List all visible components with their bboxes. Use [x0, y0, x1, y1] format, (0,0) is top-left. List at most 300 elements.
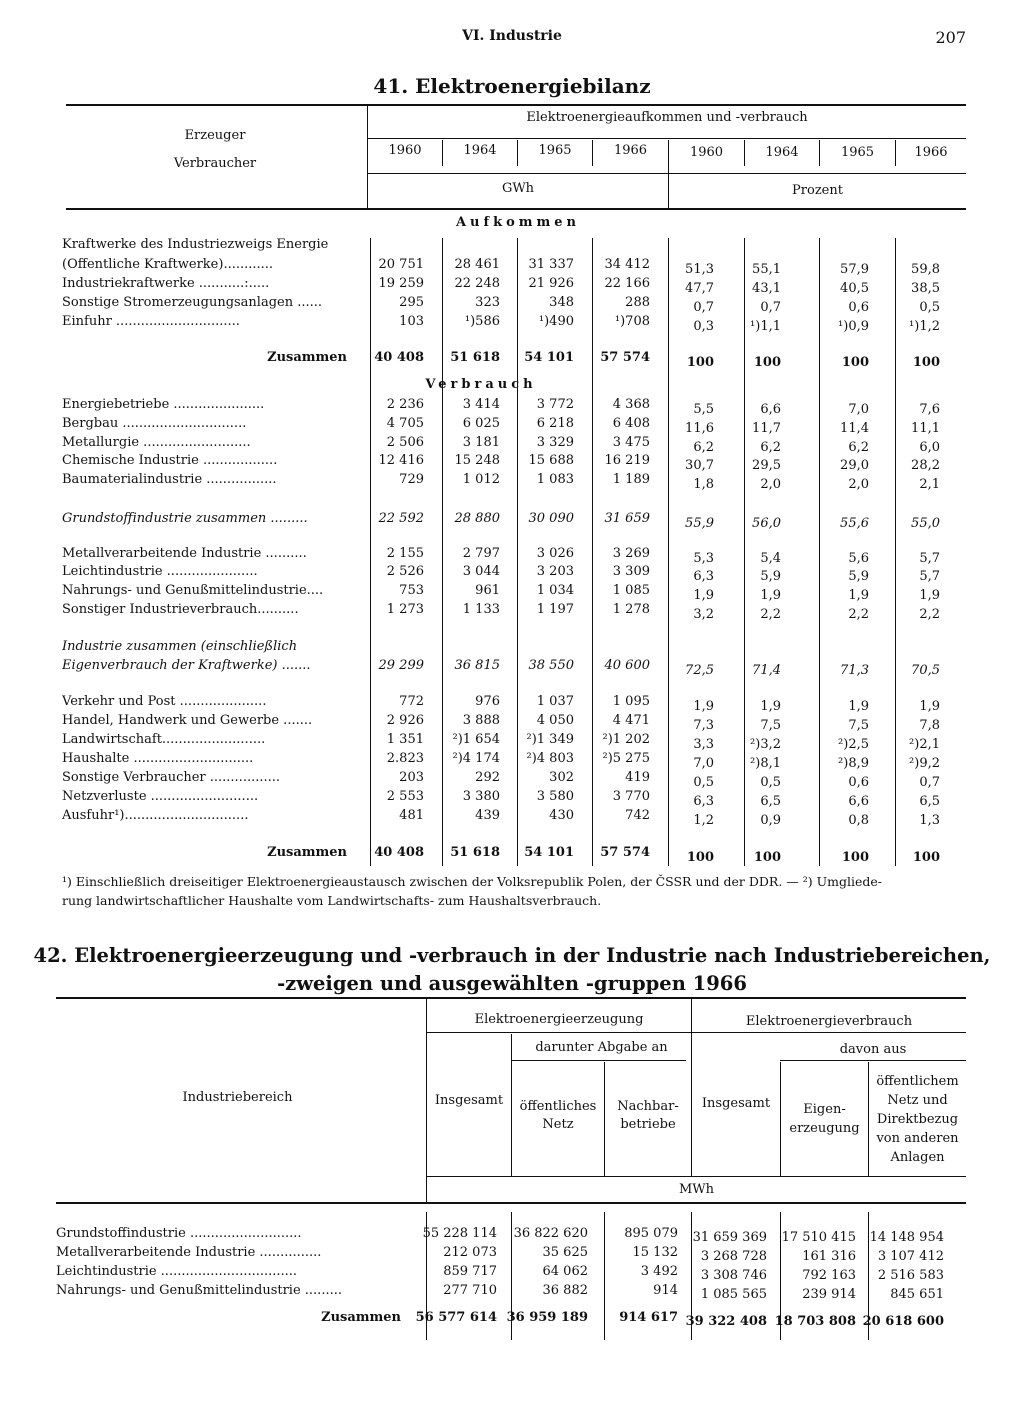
- row-label: Baumaterialindustrie .................: [62, 472, 277, 487]
- cell: 2,0: [848, 477, 869, 492]
- cell: 961: [475, 583, 500, 598]
- section-verbrauch: Verbrauch: [425, 377, 537, 392]
- t42-col-nachbar-2: betriebe: [620, 1117, 676, 1132]
- row-label: Grundstoffindustrie zusammen .........: [62, 511, 308, 526]
- cell: 43,1: [752, 281, 781, 296]
- cell: 2 797: [462, 546, 500, 561]
- cell: 2 506: [386, 435, 424, 450]
- cell: 2 926: [386, 713, 424, 728]
- cell: 6,2: [760, 440, 781, 455]
- cell: 100: [753, 850, 781, 865]
- cell: 55,0: [911, 516, 940, 531]
- row-label: Metallverarbeitende Industrie ...............: [56, 1245, 322, 1260]
- cell: 2 516 583: [877, 1268, 944, 1283]
- t42-sub-abgabe: darunter Abgabe an: [535, 1040, 668, 1055]
- cell: 47,7: [685, 281, 714, 296]
- cell: 3,2: [693, 607, 714, 622]
- cell: 4 050: [536, 713, 574, 728]
- cell: 3 309: [612, 564, 650, 579]
- year-1966: 1966: [613, 143, 648, 158]
- cell: 5,9: [848, 569, 869, 584]
- table-row: [0, 789, 1024, 807]
- cell: 302: [549, 770, 574, 785]
- cell: 481: [399, 808, 424, 823]
- cell: 71,4: [752, 663, 781, 678]
- cell: 40,5: [840, 281, 869, 296]
- cell: 3 888: [462, 713, 500, 728]
- cell: ¹)586: [464, 314, 500, 329]
- cell: 5,6: [848, 551, 869, 566]
- year-1964-pct: 1964: [765, 145, 799, 160]
- cell: 29 299: [378, 658, 424, 673]
- table-row: [0, 658, 1024, 676]
- cell: 203: [399, 770, 424, 785]
- row-label: Energiebetriebe ......................: [62, 397, 265, 412]
- cell: 1 085 565: [700, 1287, 767, 1302]
- row-label: Zusammen: [321, 1310, 401, 1325]
- cell: 22 248: [454, 276, 500, 291]
- cell: 5,4: [760, 551, 781, 566]
- cell: 6,5: [760, 794, 781, 809]
- cell: 11,4: [840, 421, 869, 436]
- cell: 56,0: [752, 516, 781, 531]
- cell: 1 012: [462, 472, 500, 487]
- cell: 3 268 728: [700, 1249, 767, 1264]
- year-1965: 1965: [538, 143, 572, 158]
- table-42-top-rule: [56, 997, 966, 999]
- table-row: [0, 1283, 1024, 1301]
- cell: 3 580: [536, 789, 574, 804]
- cell: 7,5: [848, 718, 869, 733]
- cell: 15 248: [454, 453, 500, 468]
- cell: 56 577 614: [415, 1310, 497, 1325]
- cell: 38,5: [911, 281, 940, 296]
- year-1960: 1960: [388, 143, 422, 158]
- table-row: [0, 1245, 1024, 1263]
- table-row: [0, 416, 1024, 434]
- row-label: Ausfuhr¹)..............................: [62, 808, 249, 823]
- t42-col-insgesamt-verbr: Insgesamt: [701, 1096, 771, 1111]
- cell: ²)4 174: [452, 751, 500, 766]
- cell: 845 651: [890, 1287, 944, 1302]
- table-row: [0, 1226, 1024, 1244]
- cell: ²)8,9: [838, 756, 869, 771]
- cell: ²)4 803: [526, 751, 574, 766]
- cell: 100: [841, 850, 869, 865]
- cell: 742: [625, 808, 650, 823]
- cell: ¹)1,1: [750, 319, 781, 334]
- cell: 0,3: [693, 319, 714, 334]
- cell: 295: [399, 295, 424, 310]
- cell: 3,3: [693, 737, 714, 752]
- table-41-header-rule: [66, 208, 966, 210]
- t42-unit: MWh: [678, 1182, 715, 1197]
- cell: 430: [549, 808, 574, 823]
- table-row: [0, 1264, 1024, 1282]
- cell: 3 269: [612, 546, 650, 561]
- cell: 35 625: [542, 1245, 588, 1260]
- cell: 729: [399, 472, 424, 487]
- table-41-group-rule: [368, 138, 966, 139]
- row-label: Einfuhr ..............................: [62, 314, 240, 329]
- cell: 239 914: [802, 1287, 856, 1302]
- cell: 3 044: [462, 564, 500, 579]
- cell: 55,1: [752, 262, 781, 277]
- cell: 323: [475, 295, 500, 310]
- cell: 1 197: [536, 602, 574, 617]
- cell: 28 880: [454, 511, 500, 526]
- cell: 5,9: [760, 569, 781, 584]
- cell: 1,9: [848, 588, 869, 603]
- cell: 1 095: [612, 694, 650, 709]
- cell: 100: [753, 355, 781, 370]
- cell: 20 618 600: [862, 1314, 944, 1329]
- cell: 4 471: [612, 713, 650, 728]
- cell: 15 132: [632, 1245, 678, 1260]
- cell: 1,9: [848, 699, 869, 714]
- cell: 1 278: [612, 602, 650, 617]
- cell: 100: [686, 355, 714, 370]
- row-label: Eigenverbrauch der Kraftwerke) .......: [62, 658, 311, 673]
- cell: 0,8: [848, 813, 869, 828]
- t42-group-erzeugung: Elektroenergieerzeugung: [474, 1012, 644, 1027]
- cell: 792 163: [802, 1268, 856, 1283]
- cell: 753: [399, 583, 424, 598]
- cell: 2 236: [386, 397, 424, 412]
- table-row: [0, 583, 1024, 601]
- cell: 1 085: [612, 583, 650, 598]
- cell: 4 705: [386, 416, 424, 431]
- cell: 3 492: [640, 1264, 678, 1279]
- page-header: [0, 28, 1024, 50]
- cell: 40 408: [374, 350, 424, 365]
- table-row: [0, 472, 1024, 490]
- cell: 3 329: [536, 435, 574, 450]
- stub-head-erzeuger: Erzeuger: [184, 128, 246, 143]
- cell: 100: [912, 355, 940, 370]
- page-number: 207: [935, 28, 966, 47]
- table-row: [0, 314, 1024, 332]
- cell: 36 882: [542, 1283, 588, 1298]
- cell: 5,3: [693, 551, 714, 566]
- cell: 6,6: [848, 794, 869, 809]
- year-1966-pct: 1966: [914, 145, 948, 160]
- cell: 5,5: [693, 402, 714, 417]
- cell: 3 308 746: [700, 1268, 767, 1283]
- row-label: Haushalte .............................: [62, 751, 254, 766]
- cell: 0,5: [760, 775, 781, 790]
- table-42-sub-rule-right: [780, 1060, 966, 1061]
- table-42-title-line-1: 42. Elektroenergieerzeugung und -verbrauch in der Industrie nach Industriebereichen,: [33, 944, 991, 967]
- cell: 6,3: [693, 794, 714, 809]
- cell: ²)1 202: [602, 732, 650, 747]
- table-row: [0, 564, 1024, 582]
- cell: 3 772: [536, 397, 574, 412]
- table-row: [0, 808, 1024, 826]
- cell: 3 770: [612, 789, 650, 804]
- cell: 6,3: [693, 569, 714, 584]
- cell: ²)2,5: [838, 737, 869, 752]
- cell: 11,7: [752, 421, 781, 436]
- table-row: [0, 276, 1024, 294]
- cell: 7,8: [919, 718, 940, 733]
- cell: 859 717: [443, 1264, 497, 1279]
- cell: ²)3,2: [750, 737, 781, 752]
- row-label: Netzverluste ..........................: [62, 789, 259, 804]
- row-label: Grundstoffindustrie ...........................: [56, 1226, 302, 1241]
- cell: 2 553: [386, 789, 424, 804]
- row-label: Industrie zusammen (einschließlich: [62, 639, 298, 654]
- cell: 914: [653, 1283, 678, 1298]
- cell: 22 592: [378, 511, 424, 526]
- cell: 3 026: [536, 546, 574, 561]
- cell: 5,7: [919, 551, 940, 566]
- row-label: Verkehr und Post .....................: [62, 694, 267, 709]
- cell: 1 037: [536, 694, 574, 709]
- cell: 1,9: [919, 588, 940, 603]
- cell: 0,7: [760, 300, 781, 315]
- cell: 40 408: [374, 845, 424, 860]
- cell: 6,2: [848, 440, 869, 455]
- t42-group-verbrauch: Elektroenergieverbrauch: [745, 1014, 913, 1029]
- cell: 31 659 369: [692, 1230, 767, 1245]
- cell: ²)1 349: [526, 732, 574, 747]
- cell: 348: [549, 295, 574, 310]
- table-42-title: [0, 942, 1024, 998]
- t42-col-insgesamt-erz: Insgesamt: [434, 1093, 504, 1108]
- row-label: Landwirtschaft.........................: [62, 732, 266, 747]
- t42-col-direkt-3: Direktbezug: [876, 1112, 959, 1127]
- cell: 55,9: [685, 516, 714, 531]
- cell: 15 688: [528, 453, 574, 468]
- cell: 100: [841, 355, 869, 370]
- cell: 1 189: [612, 472, 650, 487]
- unit-percent: Prozent: [792, 183, 843, 198]
- cell: 1,3: [919, 813, 940, 828]
- table-41-title: 41. Elektroenergiebilanz: [373, 74, 651, 98]
- cell: ²)2,1: [909, 737, 940, 752]
- cell: 6,6: [760, 402, 781, 417]
- cell: 59,8: [911, 262, 940, 277]
- cell: 72,5: [685, 663, 714, 678]
- cell: 55,6: [840, 516, 869, 531]
- cell: 14 148 954: [869, 1230, 944, 1245]
- cell: ¹)1,2: [909, 319, 940, 334]
- t42-sub-davon: davon aus: [839, 1042, 907, 1057]
- table-row: [0, 257, 1024, 275]
- row-label: Leichtindustrie ......................: [62, 564, 258, 579]
- t42-col-direkt-2: Netz und: [887, 1093, 948, 1108]
- cell: 419: [625, 770, 650, 785]
- cell: 11,6: [685, 421, 714, 436]
- section-aufkommen: Aufkommen: [455, 215, 581, 230]
- cell: 70,5: [911, 663, 940, 678]
- cell: 1,8: [693, 477, 714, 492]
- t42-col-nachbar-1: Nachbar-: [617, 1099, 679, 1114]
- cell: 0,6: [848, 775, 869, 790]
- row-label: Industriekraftwerke ...........:.....: [62, 276, 270, 291]
- t42-stub-head: Industriebereich: [182, 1090, 293, 1105]
- cell: 1 351: [386, 732, 424, 747]
- table-row: [0, 845, 1024, 863]
- cell: 2,1: [919, 477, 940, 492]
- cell: 20 751: [378, 257, 424, 272]
- cell: 57,9: [840, 262, 869, 277]
- cell: 5,7: [919, 569, 940, 584]
- t42-col-direkt-4: von anderen: [876, 1131, 959, 1146]
- cell: 3 380: [462, 789, 500, 804]
- cell: 6 025: [462, 416, 500, 431]
- cell: 54 101: [524, 845, 574, 860]
- row-label: Sonstige Verbraucher .................: [62, 770, 281, 785]
- cell: 4 368: [612, 397, 650, 412]
- row-label: Zusammen: [267, 845, 347, 860]
- footnote-1: ¹) Einschließlich dreiseitiger Elektroenergieaustausch zwischen der Volksrepublik Polen, der ČSSR und der DDR. — ²) Umgliede-: [62, 874, 883, 889]
- cell: 1,9: [760, 699, 781, 714]
- year-1965-pct: 1965: [840, 145, 875, 160]
- cell: ²)1 654: [452, 732, 500, 747]
- t42-col-oeff-netz-1: öffentliches: [519, 1099, 597, 1114]
- table-row: [0, 1310, 1024, 1328]
- cell: 51 618: [450, 845, 500, 860]
- cell: ¹)708: [614, 314, 650, 329]
- cell: 19 259: [378, 276, 424, 291]
- cell: 57 574: [600, 350, 650, 365]
- row-label: Bergbau ..............................: [62, 416, 247, 431]
- cell: 2 155: [386, 546, 424, 561]
- t42-col-direkt-1: öffentlichem: [876, 1074, 959, 1089]
- table-row: [0, 453, 1024, 471]
- cell: 976: [475, 694, 500, 709]
- t42-col-oeff-netz-2: Netz: [542, 1117, 574, 1132]
- cell: 40 600: [604, 658, 650, 673]
- cell: 3 107 412: [877, 1249, 944, 1264]
- table-row: [0, 350, 1024, 368]
- cell: 29,5: [752, 458, 781, 473]
- t42-col-eigen-2: erzeugung: [789, 1121, 860, 1136]
- cell: 2,2: [848, 607, 869, 622]
- cell: 51,3: [685, 262, 714, 277]
- table-42-header-rule: [56, 1202, 966, 1204]
- cell: 1,9: [693, 588, 714, 603]
- row-label: Metallverarbeitende Industrie ..........: [62, 546, 307, 561]
- cell: 3 203: [536, 564, 574, 579]
- cell: 0,5: [919, 300, 940, 315]
- table-row: [0, 639, 1024, 657]
- cell: 55 228 114: [422, 1226, 497, 1241]
- table-42-group-rule: [427, 1032, 966, 1033]
- cell: 2 526: [386, 564, 424, 579]
- cell: 100: [912, 850, 940, 865]
- cell: 51 618: [450, 350, 500, 365]
- cell: 28,2: [911, 458, 940, 473]
- table-row: [0, 694, 1024, 712]
- table-row: [0, 546, 1024, 564]
- cell: ¹)490: [538, 314, 574, 329]
- cell: 11,1: [911, 421, 940, 436]
- cell: 914 617: [619, 1310, 678, 1325]
- row-label: Nahrungs- und Genußmittelindustrie....: [62, 583, 324, 598]
- cell: 18 703 808: [774, 1314, 856, 1329]
- cell: ²)9,2: [909, 756, 940, 771]
- cell: 64 062: [542, 1264, 588, 1279]
- cell: 6,5: [919, 794, 940, 809]
- cell: 6,0: [919, 440, 940, 455]
- cell: 292: [475, 770, 500, 785]
- row-label: Zusammen: [267, 350, 347, 365]
- row-label: (Öffentliche Kraftwerke)............: [62, 257, 274, 272]
- unit-gwh: GWh: [501, 181, 535, 196]
- table-row: [0, 511, 1024, 529]
- cell: 16 219: [604, 453, 650, 468]
- row-label: Chemische Industrie ..................: [62, 453, 278, 468]
- cell: ¹)0,9: [838, 319, 869, 334]
- table-row: [0, 732, 1024, 750]
- row-label: Leichtindustrie .................................: [56, 1264, 298, 1279]
- cell: 0,7: [693, 300, 714, 315]
- cell: 21 926: [528, 276, 574, 291]
- cell: 57 574: [600, 845, 650, 860]
- cell: 31 337: [528, 257, 574, 272]
- cell: 1,9: [693, 699, 714, 714]
- cell: 17 510 415: [781, 1230, 856, 1245]
- cell: 7,6: [919, 402, 940, 417]
- section-label: VI. Industrie: [462, 28, 562, 44]
- cell: 0,9: [760, 813, 781, 828]
- stub-head-verbraucher: Verbraucher: [173, 156, 257, 171]
- cell: 7,0: [848, 402, 869, 417]
- cell: 100: [686, 850, 714, 865]
- cell: ²)8,1: [750, 756, 781, 771]
- row-label: Sonstige Stromerzeugungsanlagen ......: [62, 295, 323, 310]
- table-42-title-line-2: -zweigen und ausgewählten -gruppen 1966: [277, 972, 747, 995]
- cell: 36 959 189: [506, 1310, 588, 1325]
- cell: 1 133: [462, 602, 500, 617]
- cell: 29,0: [840, 458, 869, 473]
- row-label: Metallurgie ..........................: [62, 435, 251, 450]
- row-label: Sonstiger Industrieverbrauch..........: [62, 602, 299, 617]
- table-41-top-rule: [66, 104, 966, 106]
- table-row: [0, 713, 1024, 731]
- cell: 36 822 620: [513, 1226, 588, 1241]
- table-row: [0, 751, 1024, 769]
- cell: 34 412: [604, 257, 650, 272]
- cell: 39 322 408: [685, 1314, 767, 1329]
- table-41-years-rule: [368, 173, 966, 174]
- cell: 0,5: [693, 775, 714, 790]
- cell: 161 316: [802, 1249, 856, 1264]
- cell: 2,2: [919, 607, 940, 622]
- cell: 288: [625, 295, 650, 310]
- cell: 2.823: [386, 751, 424, 766]
- cell: 2,0: [760, 477, 781, 492]
- cell: 1,9: [760, 588, 781, 603]
- cell: 36 815: [454, 658, 500, 673]
- cell: 6 218: [536, 416, 574, 431]
- row-label: Nahrungs- und Genußmittelindustrie .........: [56, 1283, 342, 1298]
- group-head: Elektroenergieaufkommen und -verbrauch: [526, 110, 808, 125]
- table-row: [0, 237, 1024, 255]
- table-42-unit-rule: [427, 1176, 966, 1177]
- table-row: [0, 397, 1024, 415]
- cell: 30,7: [685, 458, 714, 473]
- table-row: [0, 770, 1024, 788]
- cell: 772: [399, 694, 424, 709]
- cell: 1 273: [386, 602, 424, 617]
- cell: 22 166: [604, 276, 650, 291]
- cell: 2,2: [760, 607, 781, 622]
- year-1960-pct: 1960: [689, 145, 724, 160]
